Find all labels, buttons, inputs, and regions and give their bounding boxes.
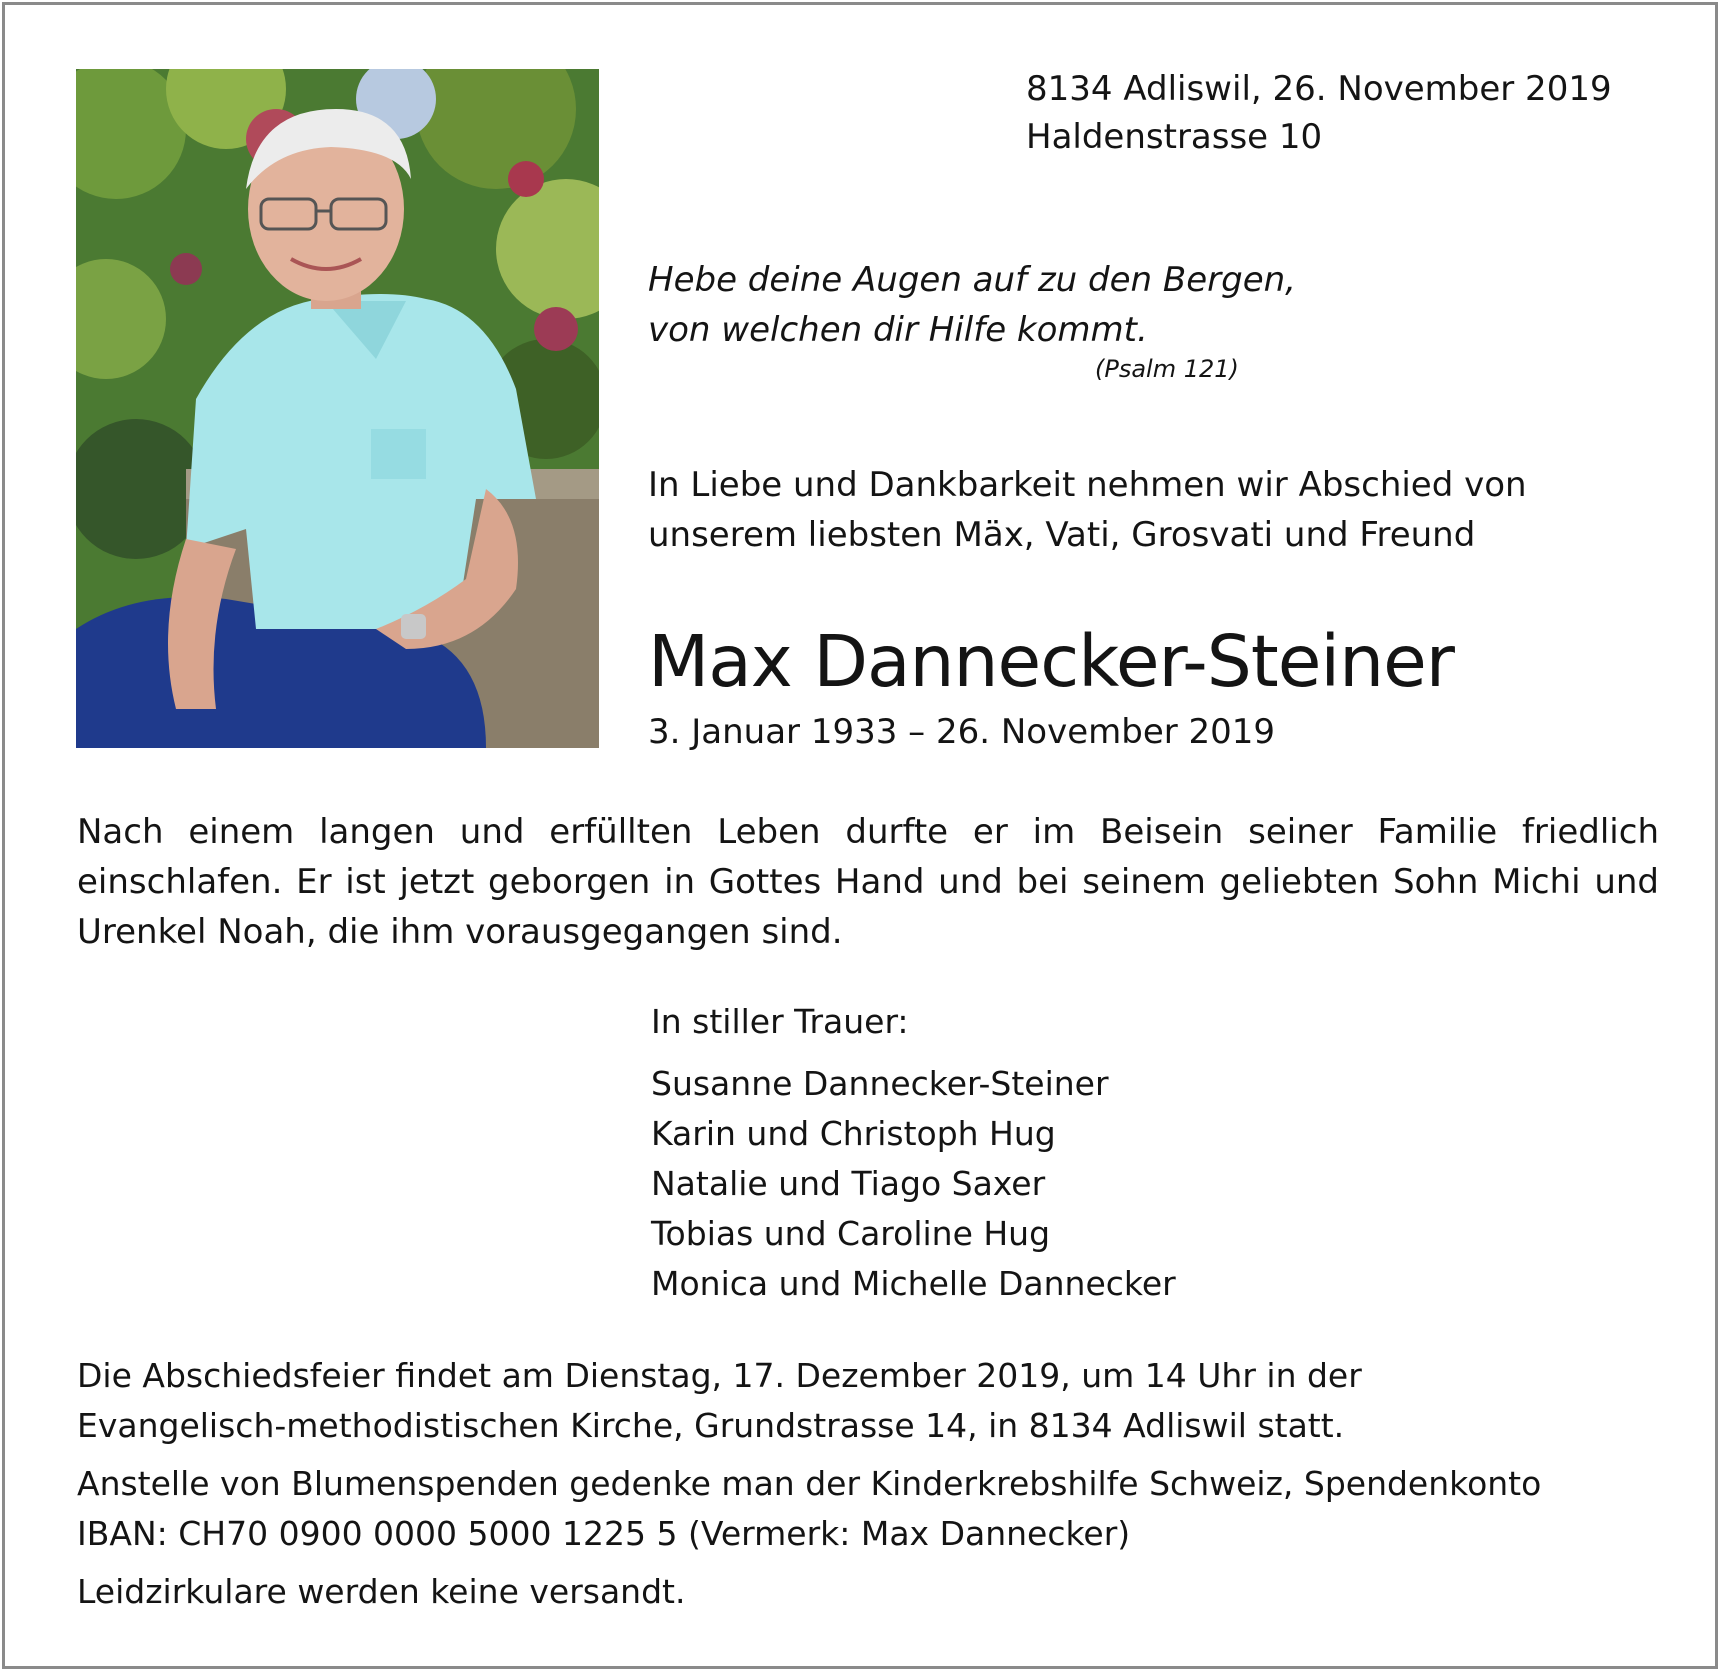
mourning-heading: In stiller Trauer: bbox=[651, 1002, 909, 1041]
ceremony-line-2: Evangelisch-methodistischen Kirche, Grundstrasse 14, in 8134 Adliswil statt. bbox=[77, 1406, 1345, 1445]
mourner-name: Monica und Michelle Dannecker bbox=[651, 1264, 1176, 1303]
ceremony-line-1: Die Abschiedsfeier findet am Dienstag, 17. Dezember 2019, um 14 Uhr in der bbox=[77, 1356, 1362, 1395]
mourner-name: Natalie und Tiago Saxer bbox=[651, 1164, 1046, 1203]
portrait-photo bbox=[76, 69, 599, 748]
mourner-name: Tobias und Caroline Hug bbox=[651, 1214, 1051, 1253]
portrait-illustration bbox=[76, 69, 599, 748]
place-date-block bbox=[1026, 65, 1612, 161]
bible-quote bbox=[648, 255, 1296, 355]
intro-line-2: unserem liebsten Mäx, Vati, Grosvati und Freund bbox=[648, 515, 1476, 555]
life-dates: 3. Januar 1933 – 26. November 2019 bbox=[648, 712, 1276, 752]
quote-line-2: von welchen dir Hilfe kommt. bbox=[648, 310, 1148, 350]
place-date: 8134 Adliswil, 26. November 2019 bbox=[1026, 69, 1612, 109]
obituary-notice bbox=[2, 2, 1718, 1669]
mourner-name: Karin und Christoph Hug bbox=[651, 1114, 1056, 1153]
address: Haldenstrasse 10 bbox=[1026, 117, 1323, 157]
donation-info bbox=[77, 1459, 1677, 1559]
intro-text bbox=[648, 460, 1527, 560]
donation-line-1: Anstelle von Blumenspenden gedenke man der Kinderkrebshilfe Schweiz, Spendenkonto bbox=[77, 1464, 1542, 1503]
mourners-list bbox=[651, 1059, 1176, 1309]
mourner-name: Susanne Dannecker-Steiner bbox=[651, 1064, 1109, 1103]
footer-info bbox=[77, 1351, 1677, 1625]
circular-note: Leidzirkulare werden keine versandt. bbox=[77, 1572, 686, 1611]
ceremony-info bbox=[77, 1351, 1677, 1451]
deceased-name: Max Dannecker-Steiner bbox=[648, 620, 1454, 703]
intro-line-1: In Liebe und Dankbarkeit nehmen wir Abschied von bbox=[648, 465, 1527, 505]
message-paragraph: Nach einem langen und erfüllten Leben durfte er im Beisein seiner Familie friedlich einschlafen. Er ist jetzt geborgen in Gottes Hand und bei seinem geliebten Sohn Michi und Urenkel Noah, die ihm vorausgegangen sind. bbox=[77, 812, 1659, 952]
quote-reference: (Psalm 121) bbox=[1095, 355, 1239, 383]
donation-line-2: IBAN: CH70 0900 0000 5000 1225 5 (Vermerk: Max Dannecker) bbox=[77, 1514, 1131, 1553]
quote-line-1: Hebe deine Augen auf zu den Bergen, bbox=[648, 260, 1296, 300]
